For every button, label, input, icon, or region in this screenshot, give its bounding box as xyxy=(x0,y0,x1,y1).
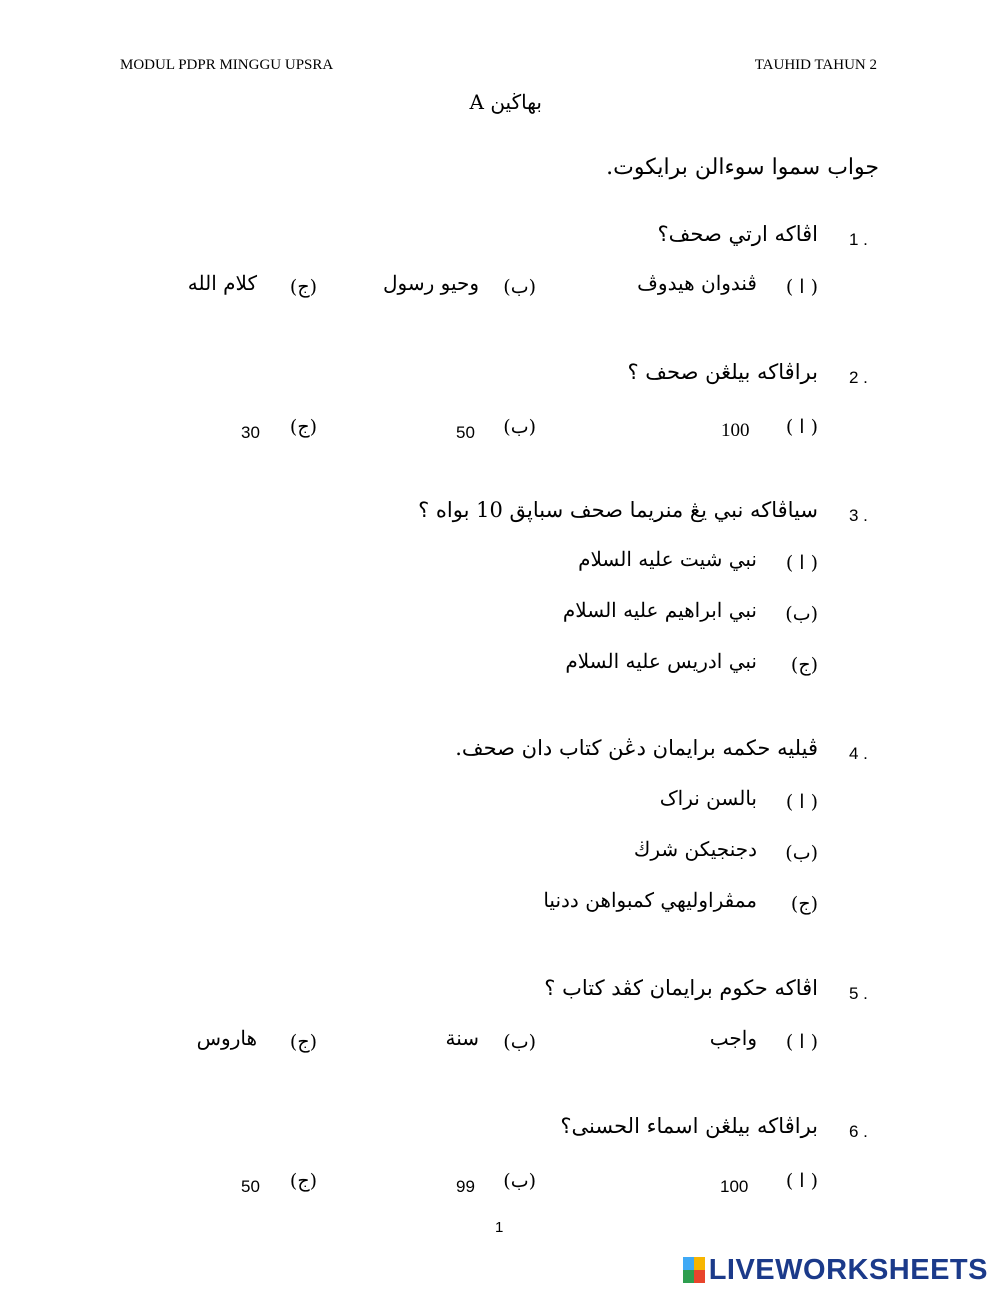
header-right: TAUHID TAHUN 2 xyxy=(754,57,877,73)
q5-option-a-text[interactable]: واجب xyxy=(709,1026,757,1050)
q1-option-b-label[interactable]: (ب) xyxy=(503,276,536,298)
question-3-text: سياڤاكه نبي يڠ منريما صحف سباڽق 10 بواه ؟ xyxy=(418,498,818,522)
question-2-text: براڤاكه بيلڠن صحف ؟ xyxy=(627,360,818,384)
q4-option-a-text[interactable]: بالسن نراک xyxy=(659,786,757,810)
question-5-text: اڤاكه حكوم برايمان كڤد كتاب ؟ xyxy=(544,976,818,1000)
question-4-number: 4 . xyxy=(849,744,868,763)
question-4-text: ڤيليه حكمه برايمان دڠن كتاب دان صحف. xyxy=(455,736,818,760)
q6-option-c-text[interactable]: 50 xyxy=(241,1177,260,1196)
q3-option-c-label[interactable]: (ج) xyxy=(790,654,818,676)
q3-option-b-text[interactable]: نبي ابراهيم عليه السلام xyxy=(562,598,757,622)
q1-option-b-text[interactable]: وحيو رسول xyxy=(382,271,479,295)
q2-option-a-label[interactable]: ( ا ) xyxy=(785,416,818,438)
q4-option-b-text[interactable]: دجنجيكن شرڬ xyxy=(633,837,757,861)
q6-option-c-label[interactable]: (ج) xyxy=(289,1170,317,1192)
logo-icon-tile xyxy=(683,1257,694,1270)
q5-option-c-label[interactable]: (ج) xyxy=(289,1031,317,1053)
q6-option-a-text[interactable]: 100 xyxy=(720,1177,749,1196)
q5-option-c-text[interactable]: هاروس xyxy=(196,1026,257,1050)
instructions: جواب سموا سوءالن برايكوت. xyxy=(606,155,879,180)
q4-option-b-label[interactable]: (ب) xyxy=(785,842,818,864)
q2-option-b-text[interactable]: 50 xyxy=(456,423,475,442)
q3-option-b-label[interactable]: (ب) xyxy=(785,603,818,625)
question-5-number: 5 . xyxy=(849,984,868,1003)
question-1-number: 1 . xyxy=(849,230,868,249)
q3-option-c-text[interactable]: نبي ادريس عليه السلام xyxy=(565,649,757,673)
q1-option-c-label[interactable]: (ج) xyxy=(289,276,317,298)
q2-option-c-label[interactable]: (ج) xyxy=(289,416,317,438)
question-6-number: 6 . xyxy=(849,1122,868,1141)
logo-icon-tile xyxy=(694,1257,705,1270)
q6-option-a-label[interactable]: ( ا ) xyxy=(785,1170,818,1192)
q4-option-c-text[interactable]: ممڤراوليهي كمبواهن ددنيا xyxy=(543,888,757,912)
logo-icon-tile xyxy=(683,1270,694,1283)
section-title: بهاڬين A xyxy=(469,90,542,114)
question-6-text: براڤاكه بيلڠن اسماء الحسنى؟ xyxy=(560,1114,818,1138)
question-3-number: 3 . xyxy=(849,506,868,525)
q3-option-a-label[interactable]: ( ا ) xyxy=(785,552,818,574)
logo-icon-tile xyxy=(694,1270,705,1283)
page-number: 1 xyxy=(495,1219,504,1236)
question-2-number: 2 . xyxy=(849,368,868,387)
q1-option-c-text[interactable]: كلام الله xyxy=(187,271,257,295)
q6-option-b-text[interactable]: 99 xyxy=(456,1177,475,1196)
q2-option-b-label[interactable]: (ب) xyxy=(503,416,536,438)
q5-option-a-label[interactable]: ( ا ) xyxy=(785,1031,818,1053)
q4-option-a-label[interactable]: ( ا ) xyxy=(785,791,818,813)
liveworksheets-logo-icon xyxy=(683,1257,705,1283)
q5-option-b-label[interactable]: (ب) xyxy=(503,1031,536,1053)
q3-option-a-text[interactable]: نبي شيت عليه السلام xyxy=(578,547,757,571)
q1-option-a-label[interactable]: ( ا ) xyxy=(785,276,818,298)
header-left: MODUL PDPR MINGGU UPSRA xyxy=(120,57,334,73)
q1-option-a-text[interactable]: ڤندوان هيدوڤ xyxy=(637,271,757,295)
q4-option-c-label[interactable]: (ج) xyxy=(790,893,818,915)
brand-name: LIVEWORKSHEETS xyxy=(708,1253,988,1286)
q6-option-b-label[interactable]: (ب) xyxy=(503,1170,536,1192)
q5-option-b-text[interactable]: سنة xyxy=(445,1026,479,1050)
liveworksheets-logo[interactable] xyxy=(683,1252,988,1288)
question-1-text: اڤاكه ارتي صحف؟ xyxy=(657,222,818,246)
q2-option-a-text[interactable]: 100 xyxy=(721,420,750,441)
q2-option-c-text[interactable]: 30 xyxy=(241,423,260,442)
